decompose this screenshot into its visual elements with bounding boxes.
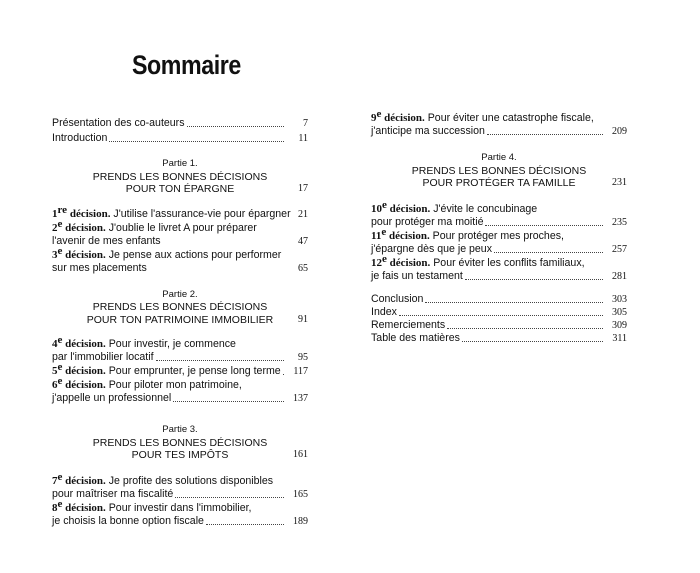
toc-entry-decision-7[interactable]: 7e décision. Je profite des solutions disponibles pour maîtriser ma fiscalité 165	[52, 470, 308, 500]
page-number: 91	[298, 313, 308, 325]
page-number: 21	[298, 208, 308, 220]
toc-entry-decision-3[interactable]: 3e décision. Je pense aux actions pour performer sur mes placements 65	[52, 244, 308, 274]
toc-entry-decision-4[interactable]: 4e décision. Pour investir, je commence par l'immobilier locatif 95	[52, 334, 308, 363]
page-number: 7	[303, 118, 308, 129]
page-number: 65	[298, 262, 308, 274]
toc-entry-presentation[interactable]: Présentation des co-auteurs 7	[52, 117, 308, 129]
page-number: 303	[612, 293, 627, 305]
toc-entry-decision-8[interactable]: 8e décision. Pour investir dans l'immobilier, je choisis la bonne option fiscale 189	[52, 497, 308, 527]
toc-entry-decision-12[interactable]: 12e décision. Pour éviter les conflits familiaux, je fais un testament 281	[371, 252, 627, 282]
page-number: 17	[298, 183, 308, 194]
toc-right-column	[371, 108, 627, 345]
page-number: 235	[612, 216, 627, 228]
toc-entry-decision-5[interactable]: 5e décision. Pour emprunter, je pense long terme 117	[52, 361, 308, 377]
toc-entry-conclusion[interactable]: Conclusion 303	[371, 292, 627, 305]
page-number: 11	[298, 133, 308, 144]
toc-entry-remerciements[interactable]: Remerciements 309	[371, 318, 627, 331]
part-heading-1[interactable]: Partie 1. PRENDS LES BONNES DÉCISIONS POUR TON ÉPARGNE 17	[92, 158, 308, 195]
page-number: 117	[293, 366, 308, 377]
toc-entry-decision-11[interactable]: 11e décision. Pour protéger mes proches, j'épargne dès que je peux 257	[371, 225, 627, 255]
toc-entry-decision-6[interactable]: 6e décision. Pour piloter mon patrimoine, j'appelle un professionnel 137	[52, 375, 308, 404]
toc-entry-decision-10[interactable]: 10e décision. J'évite le concubinage pour protéger ma moitié 235	[371, 198, 627, 228]
part-heading-3[interactable]: Partie 3. PRENDS LES BONNES DÉCISIONS POUR TES IMPÔTS 161	[92, 424, 308, 461]
page-number: 257	[612, 243, 627, 255]
page-number: 281	[612, 270, 627, 282]
page-number: 305	[612, 306, 627, 318]
page-number: 137	[293, 393, 308, 404]
toc-entry-decision-1[interactable]: 1re décision. J'utilise l'assurance-vie pour épargner 21	[52, 203, 308, 220]
part-heading-4[interactable]: Partie 4. PRENDS LES BONNES DÉCISIONS POUR PROTÉGER TA FAMILLE 231	[411, 152, 627, 189]
page-number: 309	[612, 319, 627, 331]
page-number: 161	[293, 449, 308, 460]
page-title: Sommaire	[132, 50, 241, 80]
toc-entry-decision-9[interactable]: 9e décision. Pour éviter une catastrophe fiscale, j'anticipe ma succession 209	[371, 108, 627, 137]
toc-entry-introduction[interactable]: Introduction 11	[52, 132, 308, 144]
page-number: 189	[293, 515, 308, 527]
toc-entry-index[interactable]: Index 305	[371, 305, 627, 318]
page-number: 47	[298, 235, 308, 247]
page-number: 165	[293, 488, 308, 500]
page-number: 209	[612, 126, 627, 137]
page-number: 231	[612, 177, 627, 188]
toc-entry-decision-2[interactable]: 2e décision. J'oublie le livret A pour préparer l'avenir de mes enfants 47	[52, 217, 308, 247]
toc-left-column	[52, 117, 308, 528]
page-number: 311	[612, 332, 627, 344]
page-number: 95	[298, 352, 308, 363]
toc-entry-table-des-matieres[interactable]: Table des matières 311	[371, 331, 627, 344]
part-heading-2[interactable]: Partie 2. PRENDS LES BONNES DÉCISIONS POUR TON PATRIMOINE IMMOBILIER 91	[86, 288, 308, 326]
